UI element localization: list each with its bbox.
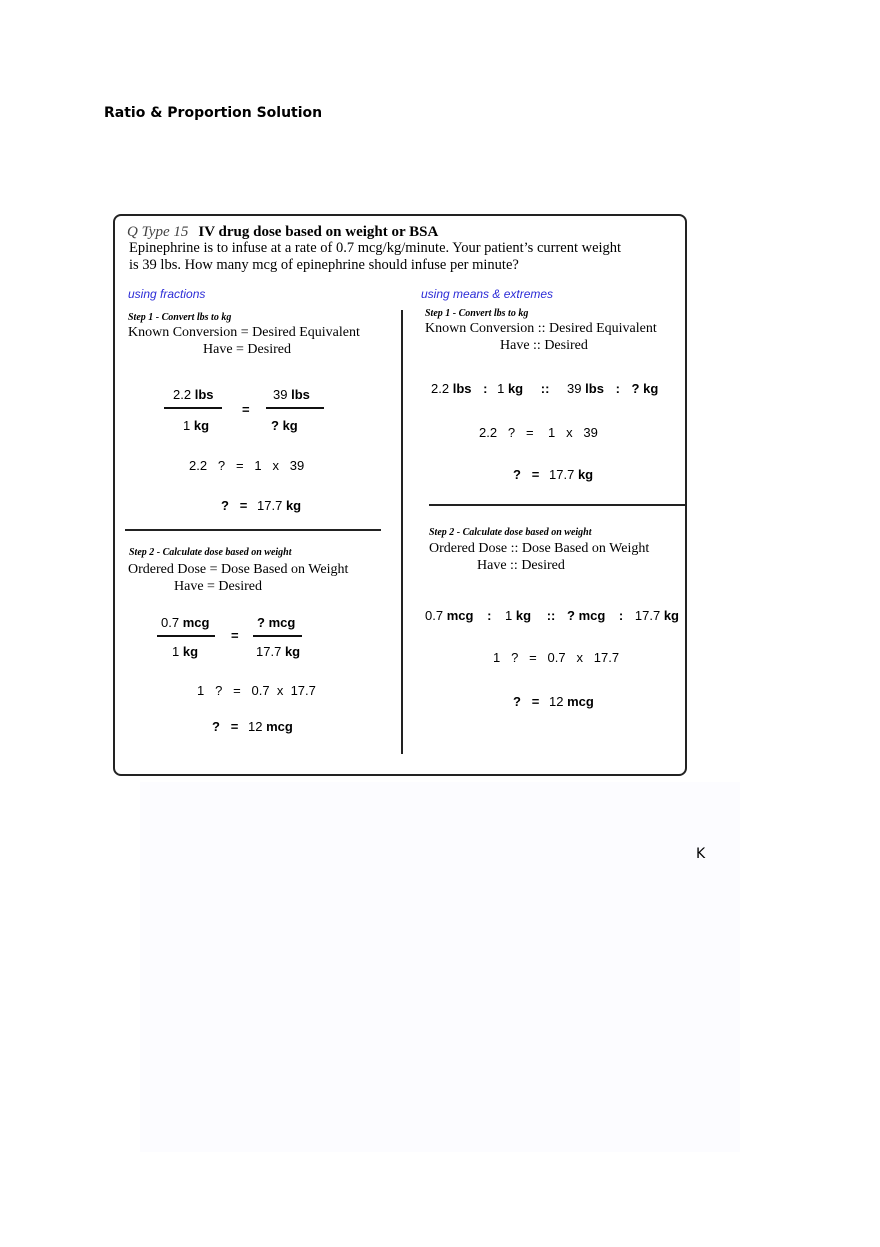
fraction3-bar	[157, 635, 215, 637]
right-step-divider	[429, 504, 687, 506]
right-step1-rule-have: Have :: Desired	[500, 338, 588, 353]
fraction4-bar	[253, 635, 302, 637]
left-step1-cross-multiply: 2.2 ? = 1 x 39	[189, 458, 305, 473]
fraction1-numerator: 2.2 lbs	[173, 387, 214, 402]
right-step1-title: Step 1 - Convert lbs to kg	[425, 308, 529, 319]
fraction2-bar	[266, 407, 324, 409]
right-step2-cross-multiply: 1 ? = 0.7 x 17.7	[493, 650, 620, 665]
column-divider	[401, 310, 403, 754]
right-step1-cross-multiply: 2.2 ? = 1 x 39	[479, 425, 598, 440]
fraction-equals-1: =	[242, 402, 250, 417]
problem-card	[113, 214, 687, 776]
right-step1-rule: Known Conversion :: Desired Equivalent	[425, 321, 657, 336]
method-label-means-extremes: using means & extremes	[421, 287, 554, 301]
faint-background-area	[140, 782, 740, 1152]
left-step2-rule: Ordered Dose = Dose Based on Weight	[128, 562, 349, 577]
question-title: IV drug dose based on weight or BSA	[198, 224, 439, 240]
left-step2-answer: ? = 12 mcg	[212, 719, 293, 734]
question-header	[127, 223, 438, 241]
fraction-equals-2: =	[231, 628, 239, 643]
left-step2-title: Step 2 - Calculate dose based on weight	[129, 547, 292, 558]
fraction2-numerator: 39 lbs	[273, 387, 310, 402]
fraction2-denominator: ? kg	[271, 418, 298, 433]
left-step-divider	[125, 529, 381, 531]
left-step1-rule-have: Have = Desired	[203, 342, 291, 357]
question-line-2: is 39 lbs. How many mcg of epinephrine should infuse per minute?	[129, 257, 519, 273]
fraction1-denominator: 1 kg	[183, 418, 210, 433]
question-type-label: Q Type 15	[127, 224, 189, 240]
left-step2-rule-have: Have = Desired	[174, 579, 262, 594]
right-step2-rule-have: Have :: Desired	[477, 558, 565, 573]
fraction3-numerator: 0.7 mcg	[161, 615, 210, 630]
fraction1-bar	[164, 407, 222, 409]
right-step1-answer: ? = 17.7 kg	[513, 467, 594, 482]
right-step2-proportion: 0.7 mcg : 1 kg :: ? mcg : 17.7 kg	[425, 608, 679, 623]
left-step1-rule: Known Conversion = Desired Equivalent	[128, 325, 360, 340]
right-step2-rule: Ordered Dose :: Dose Based on Weight	[429, 541, 650, 556]
right-step2-title: Step 2 - Calculate dose based on weight	[429, 527, 592, 538]
stray-character: K	[696, 846, 706, 862]
method-label-fractions: using fractions	[128, 287, 206, 301]
right-step1-proportion: 2.2 lbs : 1 kg :: 39 lbs : ? kg	[431, 381, 659, 396]
fraction4-numerator: ? mcg	[257, 615, 296, 630]
left-step1-answer: ? = 17.7 kg	[221, 498, 302, 513]
question-line-1: Epinephrine is to infuse at a rate of 0.7 mcg/kg/minute. Your patient’s current weight	[129, 240, 622, 256]
left-step2-cross-multiply: 1 ? = 0.7 x 17.7	[197, 683, 316, 698]
page-heading: Ratio & Proportion Solution	[104, 105, 323, 121]
left-step1-title: Step 1 - Convert lbs to kg	[128, 312, 232, 323]
right-step2-answer: ? = 12 mcg	[513, 694, 594, 709]
fraction4-denominator: 17.7 kg	[256, 644, 301, 659]
fraction3-denominator: 1 kg	[172, 644, 199, 659]
